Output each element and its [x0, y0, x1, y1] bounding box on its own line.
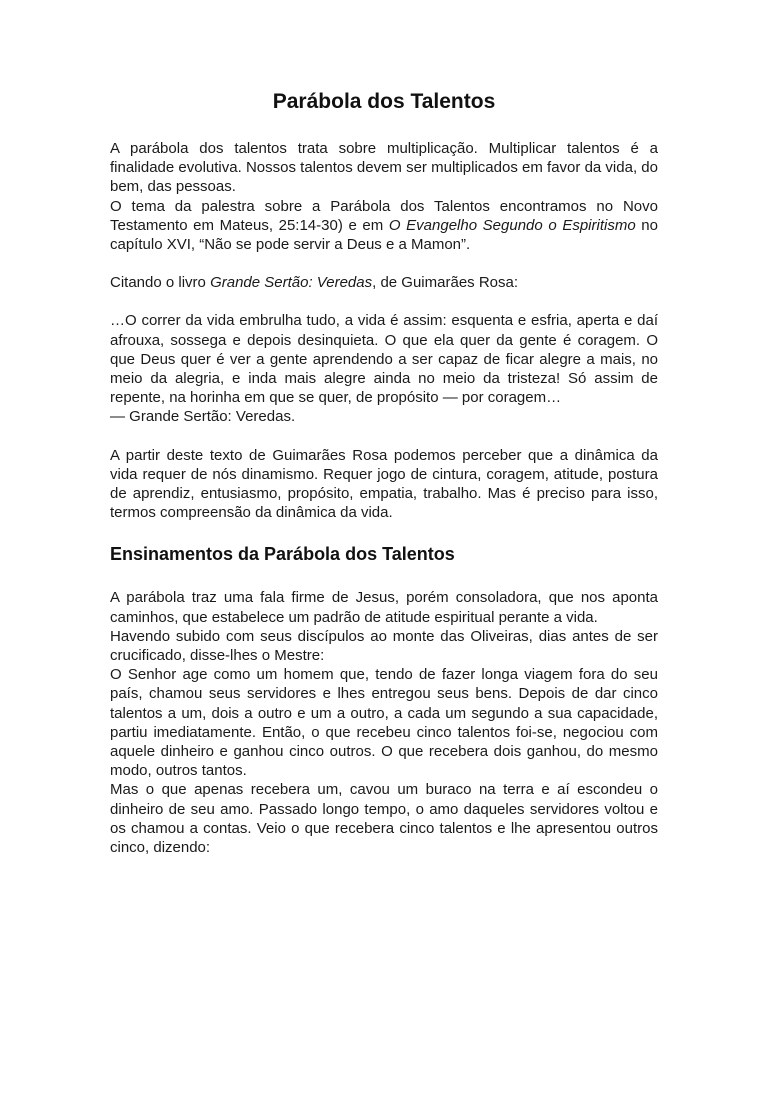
intro-paragraph-1: A parábola dos talentos trata sobre multiplicação. Multiplicar talentos é a finalidade evolutiva. Nossos talentos devem ser multiplicados em favor da vida, do bem, das pessoas.: [110, 140, 658, 196]
section-paragraph-3: O Senhor age como um homem que, tendo de fazer longa viagem fora do seu país, chamou seus servidores e lhes entregou seus bens. Depois de dar cinco talentos a um, dois a outro e um a outro, a cada um segundo a sua capacidade, partiu imediatamente. Então, o que recebeu cinco talentos foi-se, negociou com aquele dinheiro e ganhou cinco outros. O que recebera dois ganhou, do mesmo modo, outros tantos.: [110, 666, 658, 780]
intro-block: [110, 139, 658, 254]
reflection-paragraph: A partir deste texto de Guimarães Rosa podemos perceber que a dinâmica da vida requer de nós dinamismo. Requer jogo de cintura, coragem, atitude, postura de aprendiz, entusiasmo, propósito, empatia, trabalho. Mas é preciso para isso, termos compreensão da dinâmica da vida.: [110, 446, 658, 522]
book-title-grande-sertao: Grande Sertão: Veredas: [210, 274, 373, 292]
section-paragraph-1: A parábola traz uma fala firme de Jesus, porém consoladora, que nos aponta caminhos, que estabelece um padrão de atitude espiritual perante a vida.: [110, 589, 658, 626]
citation-block: [110, 273, 658, 292]
section-paragraph-2: Havendo subido com seus discípulos ao monte das Oliveiras, dias antes de ser crucificado, disse-lhes o Mestre:: [110, 627, 658, 665]
citation-line: [110, 273, 658, 292]
quote-block: [110, 311, 658, 426]
page-title: Parábola dos Talentos: [272, 90, 496, 113]
reflection-block: [110, 446, 658, 523]
intro-paragraph-2-text-b: no capítulo XVI, “Não se pode servir a Deus e a Mamon”.: [110, 216, 658, 254]
document-page: [0, 89, 768, 1113]
section-body: [110, 588, 658, 857]
citation-text-a: Citando o livro: [110, 274, 211, 292]
quote-source: — Grande Sertão: Veredas.: [110, 408, 296, 426]
quote-text: …O correr da vida embrulha tudo, a vida é assim: esquenta e esfria, aperta e daí afrouxa, sossega e depois desinquieta. O que ela quer da gente é coragem. O que Deus quer é ver a gente aprendendo a ser capaz de ficar alegre a mais, no meio da alegria, e inda mais alegre ainda no meio da tristeza! Só assim de repente, na horinha em que se quer, de propósito — por coragem…: [110, 312, 658, 407]
section-paragraph-4: Mas o que apenas recebera um, cavou um buraco na terra e aí escondeu o dinheiro de seu amo. Passado longo tempo, o amo daqueles servidores voltou e os chamou a contas. Veio o que recebera cinco talentos e lhe apresentou outros cinco, dizendo:: [110, 781, 658, 857]
section-heading: Ensinamentos da Parábola dos Talentos: [110, 544, 455, 565]
intro-paragraph-2-text-a: O tema da palestra sobre a Parábola dos Talentos encontramos no Novo Testamento em Mateus, 25:14-30) e em: [110, 197, 658, 234]
book-title-evangelho: O Evangelho Segundo o Espiritismo: [388, 216, 636, 234]
citation-text-b: , de Guimarães Rosa:: [372, 274, 519, 292]
intro-paragraph-2: [110, 197, 658, 255]
